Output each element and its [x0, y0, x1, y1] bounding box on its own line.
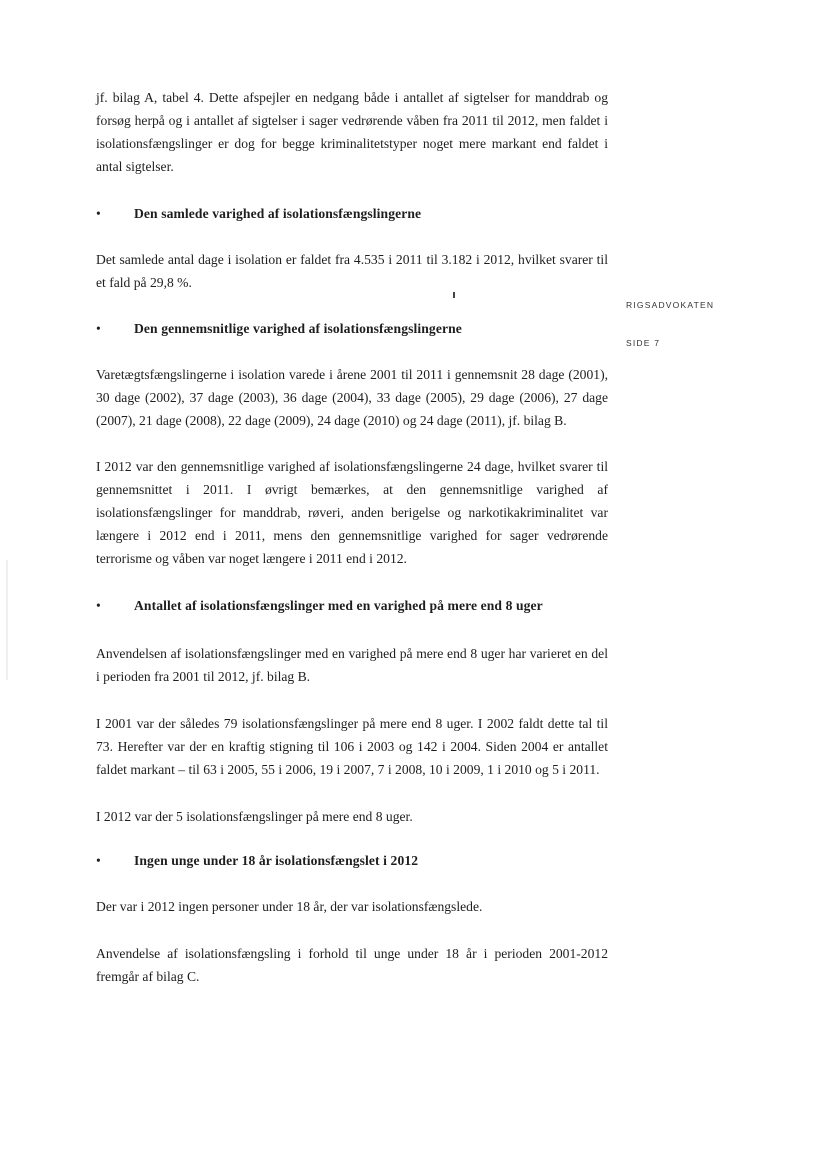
paragraph-youth-appendix: Anvendelse af isolationsfængsling i forhold til unge under 18 år i perioden 2001-2012 fremgår af bilag C. — [96, 946, 608, 984]
bullet-icon: • — [96, 206, 101, 221]
sidebar-org-name: RIGSADVOKATEN — [626, 300, 715, 310]
paragraph-over-8-weeks-counts: I 2001 var der således 79 isolationsfængslinger på mere end 8 uger. I 2002 faldt dette tal til 73. Herefter var der en kraftig stigning til 106 i 2003 og 142 i 2004. Siden 2004 er antallet faldet markant – til 63 i 2005, 55 i 2006, 19 i 2007, 7 i 2008, 10 i 2009, 1 i 2010 og 5 i 2011. — [96, 716, 608, 777]
scan-edge-mark — [6, 560, 8, 680]
sidebar-page-number: SIDE 7 — [626, 338, 661, 348]
paragraph-total-days: Det samlede antal dage i isolation er faldet fra 4.535 i 2011 til 3.182 i 2012, hvilket svarer til et fald på 29,8 %. — [96, 252, 608, 290]
paragraph-youth-2012: Der var i 2012 ingen personer under 18 år, der var isolationsfængslede. — [96, 899, 483, 914]
bullet-icon: • — [96, 321, 101, 336]
body-text — [96, 86, 608, 988]
paragraph-over-8-weeks-2012: I 2012 var der 5 isolationsfængslinger på mere end 8 uger. — [96, 809, 413, 824]
paragraph-intro: jf. bilag A, tabel 4. Dette afspejler en nedgang både i antallet af sigtelser for manddrab og forsøg herpå og i antallet af sigtelser i sager vedrørende våben fra 2011 til 2012, men faldet i isolationsfængslinger er dog for begge kriminalitetstyper noget mere markant end faldet i antal sigtelser. — [96, 90, 608, 174]
heading-text: Den gennemsnitlige varighed af isolationsfængslingerne — [134, 321, 462, 336]
section-heading-over-8-weeks — [96, 594, 608, 617]
paragraph-average-2012: I 2012 var den gennemsnitlige varighed af isolationsfængslingerne 24 dage, hvilket svarer til gennemsnittet i 2011. I øvrigt bemærkes, at den gennemsnitlige varighed af isolationsfængslinger for manddrab, røveri, anden berigelse og narkotikakriminalitet var længere i 2012 end i 2011, mens den gennemsnitlige varighed for sager vedrørende terrorisme og våben var noget længere i 2011 end i 2012. — [96, 459, 608, 566]
paragraph-average-by-year: Varetægtsfængslingerne i isolation varede i årene 2001 til 2011 i gennemsnit 28 dage (2001), 30 dage (2002), 37 dage (2003), 36 dage (2004), 33 dage (2005), 29 dage (2006), 27 dage (2007), 21 dage (2008), 22 dage (2009), 24 dage (2010) og 24 dage (2011), jf. bilag B. — [96, 367, 608, 428]
paragraph-over-8-weeks-variation: Anvendelsen af isolationsfængslinger med en varighed på mere end 8 uger har varieret en del i perioden fra 2001 til 2012, jf. bilag B. — [96, 646, 608, 684]
heading-text: Den samlede varighed af isolationsfængslingerne — [134, 206, 422, 221]
heading-text: Ingen unge under 18 år isolationsfængslet i 2012 — [134, 853, 419, 868]
section-heading-average-duration — [96, 317, 608, 340]
bullet-icon: • — [96, 598, 101, 613]
bullet-icon: • — [96, 853, 101, 868]
section-heading-total-duration — [96, 202, 608, 225]
heading-text: Antallet af isolationsfængslinger med en varighed på mere end 8 uger — [134, 598, 543, 613]
section-heading-youth — [96, 849, 608, 872]
